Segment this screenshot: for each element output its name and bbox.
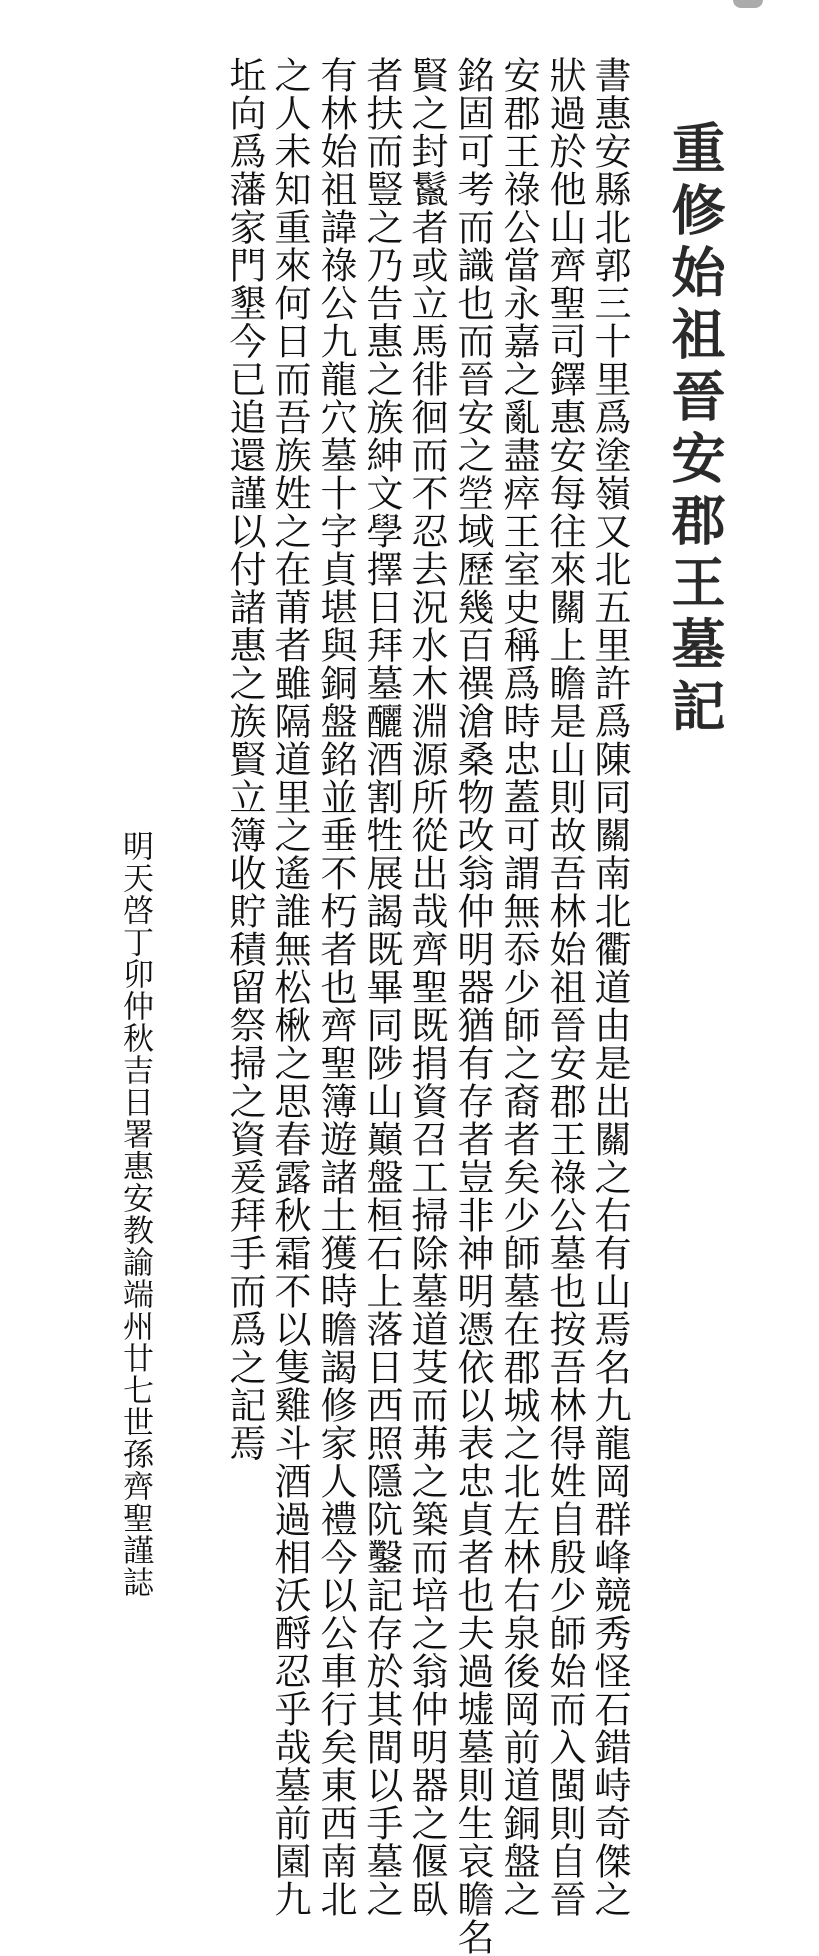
body-column-7: 有林始祖諱祿公九龍穴墓十字貞堪與銅盤銘並垂不朽者也齊聖簿遊諸土獲時瞻謁修家人禮今以公車行矣東西南北 <box>314 56 357 1918</box>
body-column-5: 賢之封鬣者或立馬徘徊而不忍去況水木淵源所從出哉齊聖既捐資召工掃除墓道芟而茀之築而培之翁仲明器之偃臥 <box>405 56 448 1918</box>
body-column-1: 書惠安縣北郭三十里爲塗嶺又北五里許爲陳同關南北衢道由是出關之右有山焉名九龍岡群峰競秀怪石錯峙奇傑之 <box>588 56 631 1918</box>
body-column-9: 坵向爲藩家門墾今已追還謹以付諸惠之族賢立簿收貯積留祭掃之資爰拜手而爲之記焉 <box>223 56 266 1462</box>
body-column-4: 銘固可考而識也而晉安之塋域歷幾百禩滄桑物改翁仲明器猶有存者豈非神明憑依以表忠貞者也夫過墟墓則生哀瞻名 <box>451 56 494 1956</box>
body-column-8: 之人未知重來何日而吾族姓之在莆者雖隔道里之遙誰無松楸之思春露秋霜不以隻雞斗酒過相沃酹忍乎哉墓前園九 <box>268 56 311 1918</box>
page-corner-mark <box>733 0 763 8</box>
body-column-2: 狀過於他山齊聖司鐸惠安每往來關上瞻是山則故吾林始祖晉安郡王祿公墓也按吾林得姓自殷少師始而入閩則自晉 <box>543 56 586 1918</box>
body-column-6: 者扶而豎之乃告惠之族紳文學擇日拜墓釃酒割牲展謁既畢同陟山巔盤桓石上落日西照隱阬鑿記存於其間以手墓之 <box>360 56 403 1918</box>
body-column-3: 安郡王祿公當永嘉之亂盡瘁王室史稱爲時忠蓋可謂無忝少師之裔者矣少師墓在郡城之北左林右泉後岡前道銅盤之 <box>497 56 540 1918</box>
document-title: 重修始祖晉安郡王墓記 <box>663 120 727 740</box>
document-colophon: 明天啓丁卯仲秋吉日署惠安教諭端州廿七世孫齊聖謹誌 <box>117 830 153 1598</box>
